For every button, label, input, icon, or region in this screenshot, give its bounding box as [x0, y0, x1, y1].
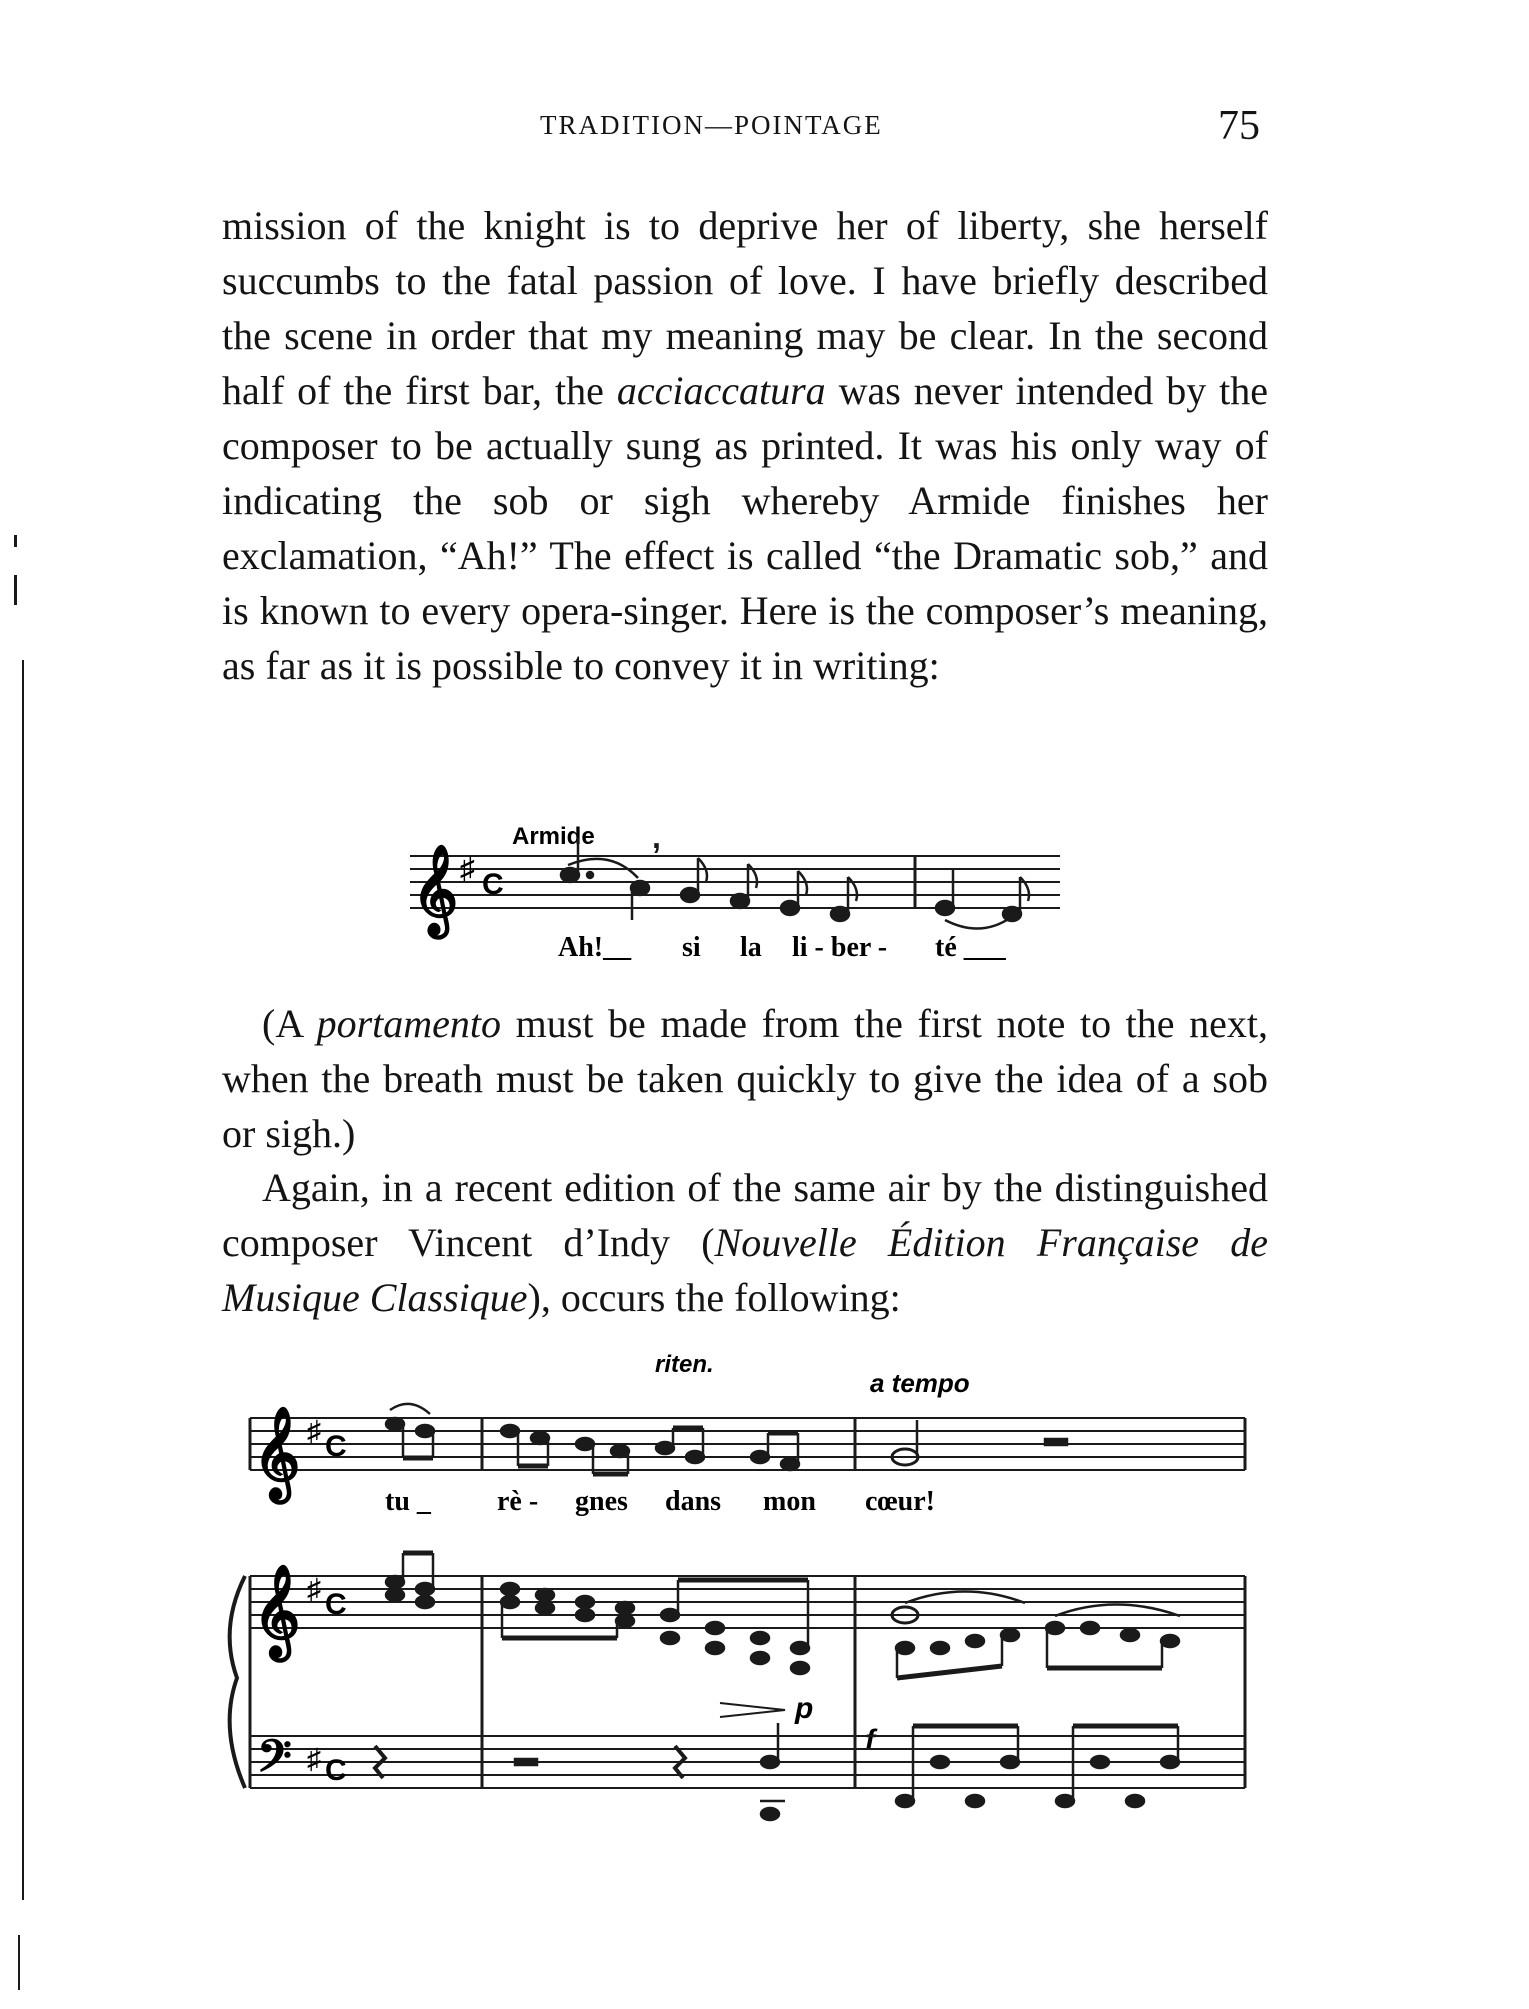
italic-edition-title: Nouvelle Édition Française de Musique Classique [222, 1220, 1268, 1320]
page-number: 75 [1218, 103, 1260, 149]
voice-treble-clef: 𝄞 [253, 1408, 301, 1497]
paragraph-1 [222, 198, 1268, 693]
svg-text:♯: ♯ [307, 1415, 321, 1446]
paragraph-3-text: Again, in a recent edition of the same air by the distinguished composer Vincent d’Indy ( [222, 1165, 1268, 1265]
page-header [220, 102, 1270, 152]
lyric-mon: mon [763, 1486, 816, 1517]
svg-text:♯: ♯ [307, 1573, 321, 1604]
key-sharp: ♯ [460, 852, 475, 885]
lyric-gnes: gnes [575, 1486, 628, 1517]
svg-text:𝄞: 𝄞 [253, 1566, 301, 1655]
paragraph-2-open: (A [262, 1001, 317, 1046]
lyric-dans: dans [665, 1486, 722, 1517]
common-time: C [482, 868, 504, 901]
italic-term-acciaccatura: acciaccatura [616, 368, 826, 413]
lyric-3: la [740, 932, 762, 963]
gutter-mark [14, 575, 17, 605]
voice-label: Armide [512, 823, 595, 850]
treble-clef: 𝄞 [412, 845, 459, 933]
music-example-dindy [225, 1348, 1265, 1888]
gutter-mark [18, 1935, 20, 1990]
lyric-tu: tu _ [385, 1486, 431, 1517]
piano-brace [230, 1576, 245, 1788]
svg-text:C: C [325, 1754, 347, 1787]
dynamic-p: p [795, 1692, 814, 1725]
lyric-4: li - ber - [792, 932, 888, 963]
lyric-2: si [682, 932, 701, 963]
music-example-armide [400, 808, 1060, 978]
paragraph-3 [222, 1160, 1268, 1325]
gutter-mark [14, 535, 17, 547]
svg-text:♯: ♯ [307, 1743, 321, 1774]
paragraph-3-text-after: ), occurs the following: [527, 1275, 901, 1320]
lyric-re: rè - [497, 1486, 539, 1517]
paragraph-1-text-after: was never intended by the composer to be actually sung as printed. It was his only way of indicating the sob or sigh whereby Armide finishes her exclamation, “Ah!” The effect is called “the Dramatic sob,” and is known to every opera-singer. Here is the composer’s meaning, as far as it is possible to convey it in writing: [222, 368, 1269, 688]
lyric-5: té ___ [935, 932, 1006, 963]
paragraph-2-text: must be made from the first note to the next, when the breath must be taken quickly to give the idea of a sob or sigh.) [222, 1001, 1269, 1156]
svg-text:C: C [325, 1588, 347, 1621]
tempo-a-tempo: a tempo [870, 1368, 970, 1398]
dynamic-f: f [865, 1724, 875, 1757]
bass-clef: 𝄢 [257, 1732, 292, 1792]
svg-text:,: , [652, 819, 661, 855]
paragraph-2 [222, 996, 1268, 1161]
lyric-coeur: cœur! [865, 1486, 935, 1517]
paragraph-1-text: mission of the knight is to deprive her of liberty, she herself succumbs to the fatal passion of love. I have briefly described the scene in order that my meaning may be clear. In the second half of the first bar, the [222, 203, 1268, 413]
italic-term-portamento: portamento [316, 1001, 502, 1046]
svg-text:C: C [325, 1430, 347, 1463]
lyric-1: Ah!__ [558, 932, 632, 963]
gutter-mark [22, 660, 24, 1900]
running-head: TRADITION—POINTAGE [540, 110, 883, 140]
tempo-riten: riten. [655, 1351, 714, 1378]
